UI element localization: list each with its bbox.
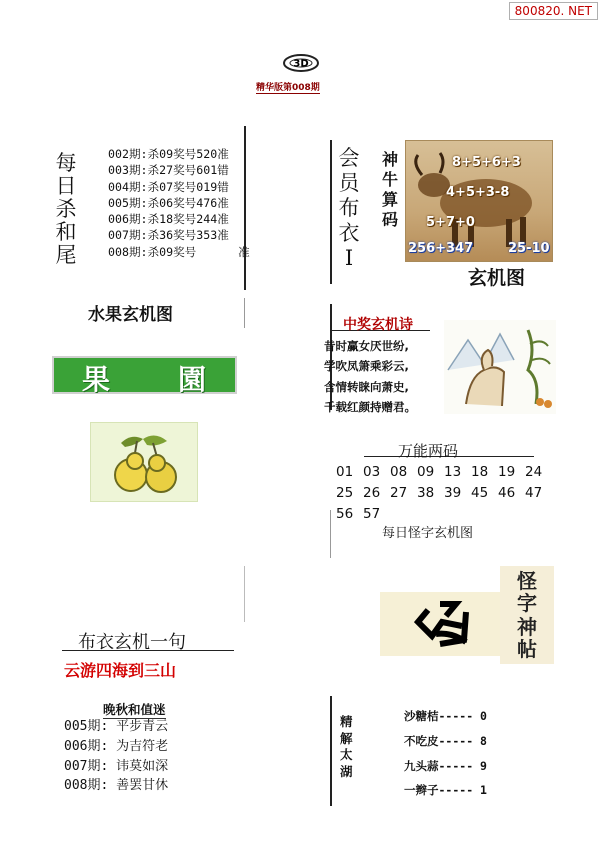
pear-illustration xyxy=(91,423,197,501)
record-row: 003期:杀27奖号601错 xyxy=(108,163,229,178)
riddle-row: 005期: 平步青云 xyxy=(64,719,169,734)
code-number: 39 xyxy=(444,485,462,501)
record-row: 008期:杀09奖号 准 xyxy=(108,244,250,259)
jingjie-list xyxy=(404,704,487,803)
calligraphy-glyphs xyxy=(500,566,554,664)
riddle-list xyxy=(64,717,168,796)
banner-char: 園 xyxy=(178,363,207,396)
logo-text: 3D xyxy=(293,58,309,70)
calligraphy-image xyxy=(500,566,554,664)
code-number: 27 xyxy=(390,485,408,501)
ox-calc: 4+5+3-8 xyxy=(446,185,510,200)
ox-caption: 玄机图 xyxy=(468,267,526,289)
riddle-row: 006期: 为吉符老 xyxy=(64,738,169,754)
code-number: 09 xyxy=(417,464,435,480)
phrase-text: 云游四海到三山 xyxy=(64,661,177,680)
calligraphy-char: 神 xyxy=(517,615,537,639)
code-number: 25 xyxy=(336,485,354,501)
divider xyxy=(330,696,332,806)
jingjie-title: 精解太湖 xyxy=(340,714,353,779)
jingjie-row: 一辫子----- 1 xyxy=(404,783,487,798)
divider xyxy=(330,140,332,284)
ox-calc: 256+347 xyxy=(408,241,474,256)
horse-illustration xyxy=(444,320,556,414)
divider xyxy=(244,298,245,328)
poem-title: 中奖玄机诗 xyxy=(343,317,413,333)
code-number: 26 xyxy=(363,485,381,501)
riddle-row: 008期: 善罢甘休 xyxy=(64,778,169,794)
record-row: 006期:杀18奖号244准 xyxy=(108,212,229,227)
daily-tail-title: 每日杀和尾 xyxy=(55,151,77,267)
code-number: 13 xyxy=(444,464,462,480)
code-number: 56 xyxy=(336,506,354,522)
code-number: 47 xyxy=(525,485,543,501)
code-number: 45 xyxy=(471,485,489,501)
code-number: 19 xyxy=(498,464,516,480)
two-codes-title: 万能两码 xyxy=(398,442,459,460)
record-row: 007期:杀36奖号353准 xyxy=(108,228,229,243)
calligraphy-char: 怪 xyxy=(517,569,537,593)
code-number: 46 xyxy=(498,485,516,501)
phrase-title: 布衣玄机一句 xyxy=(78,632,186,653)
riddle-title: 晚秋和值迷 xyxy=(103,702,166,717)
calligraphy-char: 字 xyxy=(517,591,537,615)
guaizi-title: 每日怪字玄机图 xyxy=(382,526,474,541)
site-tag[interactable]: 800820. NET xyxy=(509,2,598,20)
record-row: 005期:杀06奖号476准 xyxy=(108,195,229,210)
jingjie-row: 沙糖桔----- 0 xyxy=(404,709,487,723)
fruit-banner xyxy=(52,356,237,394)
record-list xyxy=(108,146,250,260)
poem-line: 学吹凤箫乘彩云, xyxy=(324,359,409,374)
code-number: 38 xyxy=(417,485,435,501)
fruit-title: 水果玄机图 xyxy=(88,305,173,325)
ox-image xyxy=(405,140,553,262)
code-number: 01 xyxy=(336,464,354,480)
code-number: 18 xyxy=(471,464,489,480)
strange-char-glyph xyxy=(380,592,500,656)
jingjie-row: 九头蒜----- 9 xyxy=(404,758,487,773)
divider xyxy=(330,510,331,558)
calligraphy-char: 帖 xyxy=(517,637,537,661)
poem-line: 千载红颜持赠君。 xyxy=(324,400,416,415)
member-title: 会员布衣I xyxy=(338,146,360,270)
code-number: 24 xyxy=(525,464,543,480)
ox-calc: 25-10 xyxy=(508,241,550,256)
ox-calc: 5+7+0 xyxy=(426,215,475,230)
ox-calc: 8+5+6+3 xyxy=(452,155,521,170)
code-number: 57 xyxy=(363,506,381,522)
3d-logo xyxy=(282,52,320,74)
codes-grid xyxy=(336,462,554,525)
code-number: 08 xyxy=(390,464,408,480)
ox-title: 神牛算码 xyxy=(382,150,399,229)
poem-lines xyxy=(324,336,416,418)
poem-line: 昔时赢女厌世纷, xyxy=(324,339,409,353)
divider xyxy=(244,566,245,622)
fruit-image xyxy=(90,422,198,502)
record-row: 004期:杀07奖号019错 xyxy=(108,179,229,194)
poem-line: 含情转睐向萧史, xyxy=(324,379,409,394)
issue-line: 精华版第008期 xyxy=(256,80,320,94)
record-row: 002期:杀09奖号520准 xyxy=(108,147,229,161)
banner-char: 果 xyxy=(82,363,111,396)
code-number: 03 xyxy=(363,464,381,480)
jingjie-row: 不吃皮----- 8 xyxy=(404,733,487,748)
strange-char-image xyxy=(380,592,500,656)
horse-image xyxy=(444,320,556,414)
riddle-row: 007期: 讳莫如深 xyxy=(64,758,169,774)
